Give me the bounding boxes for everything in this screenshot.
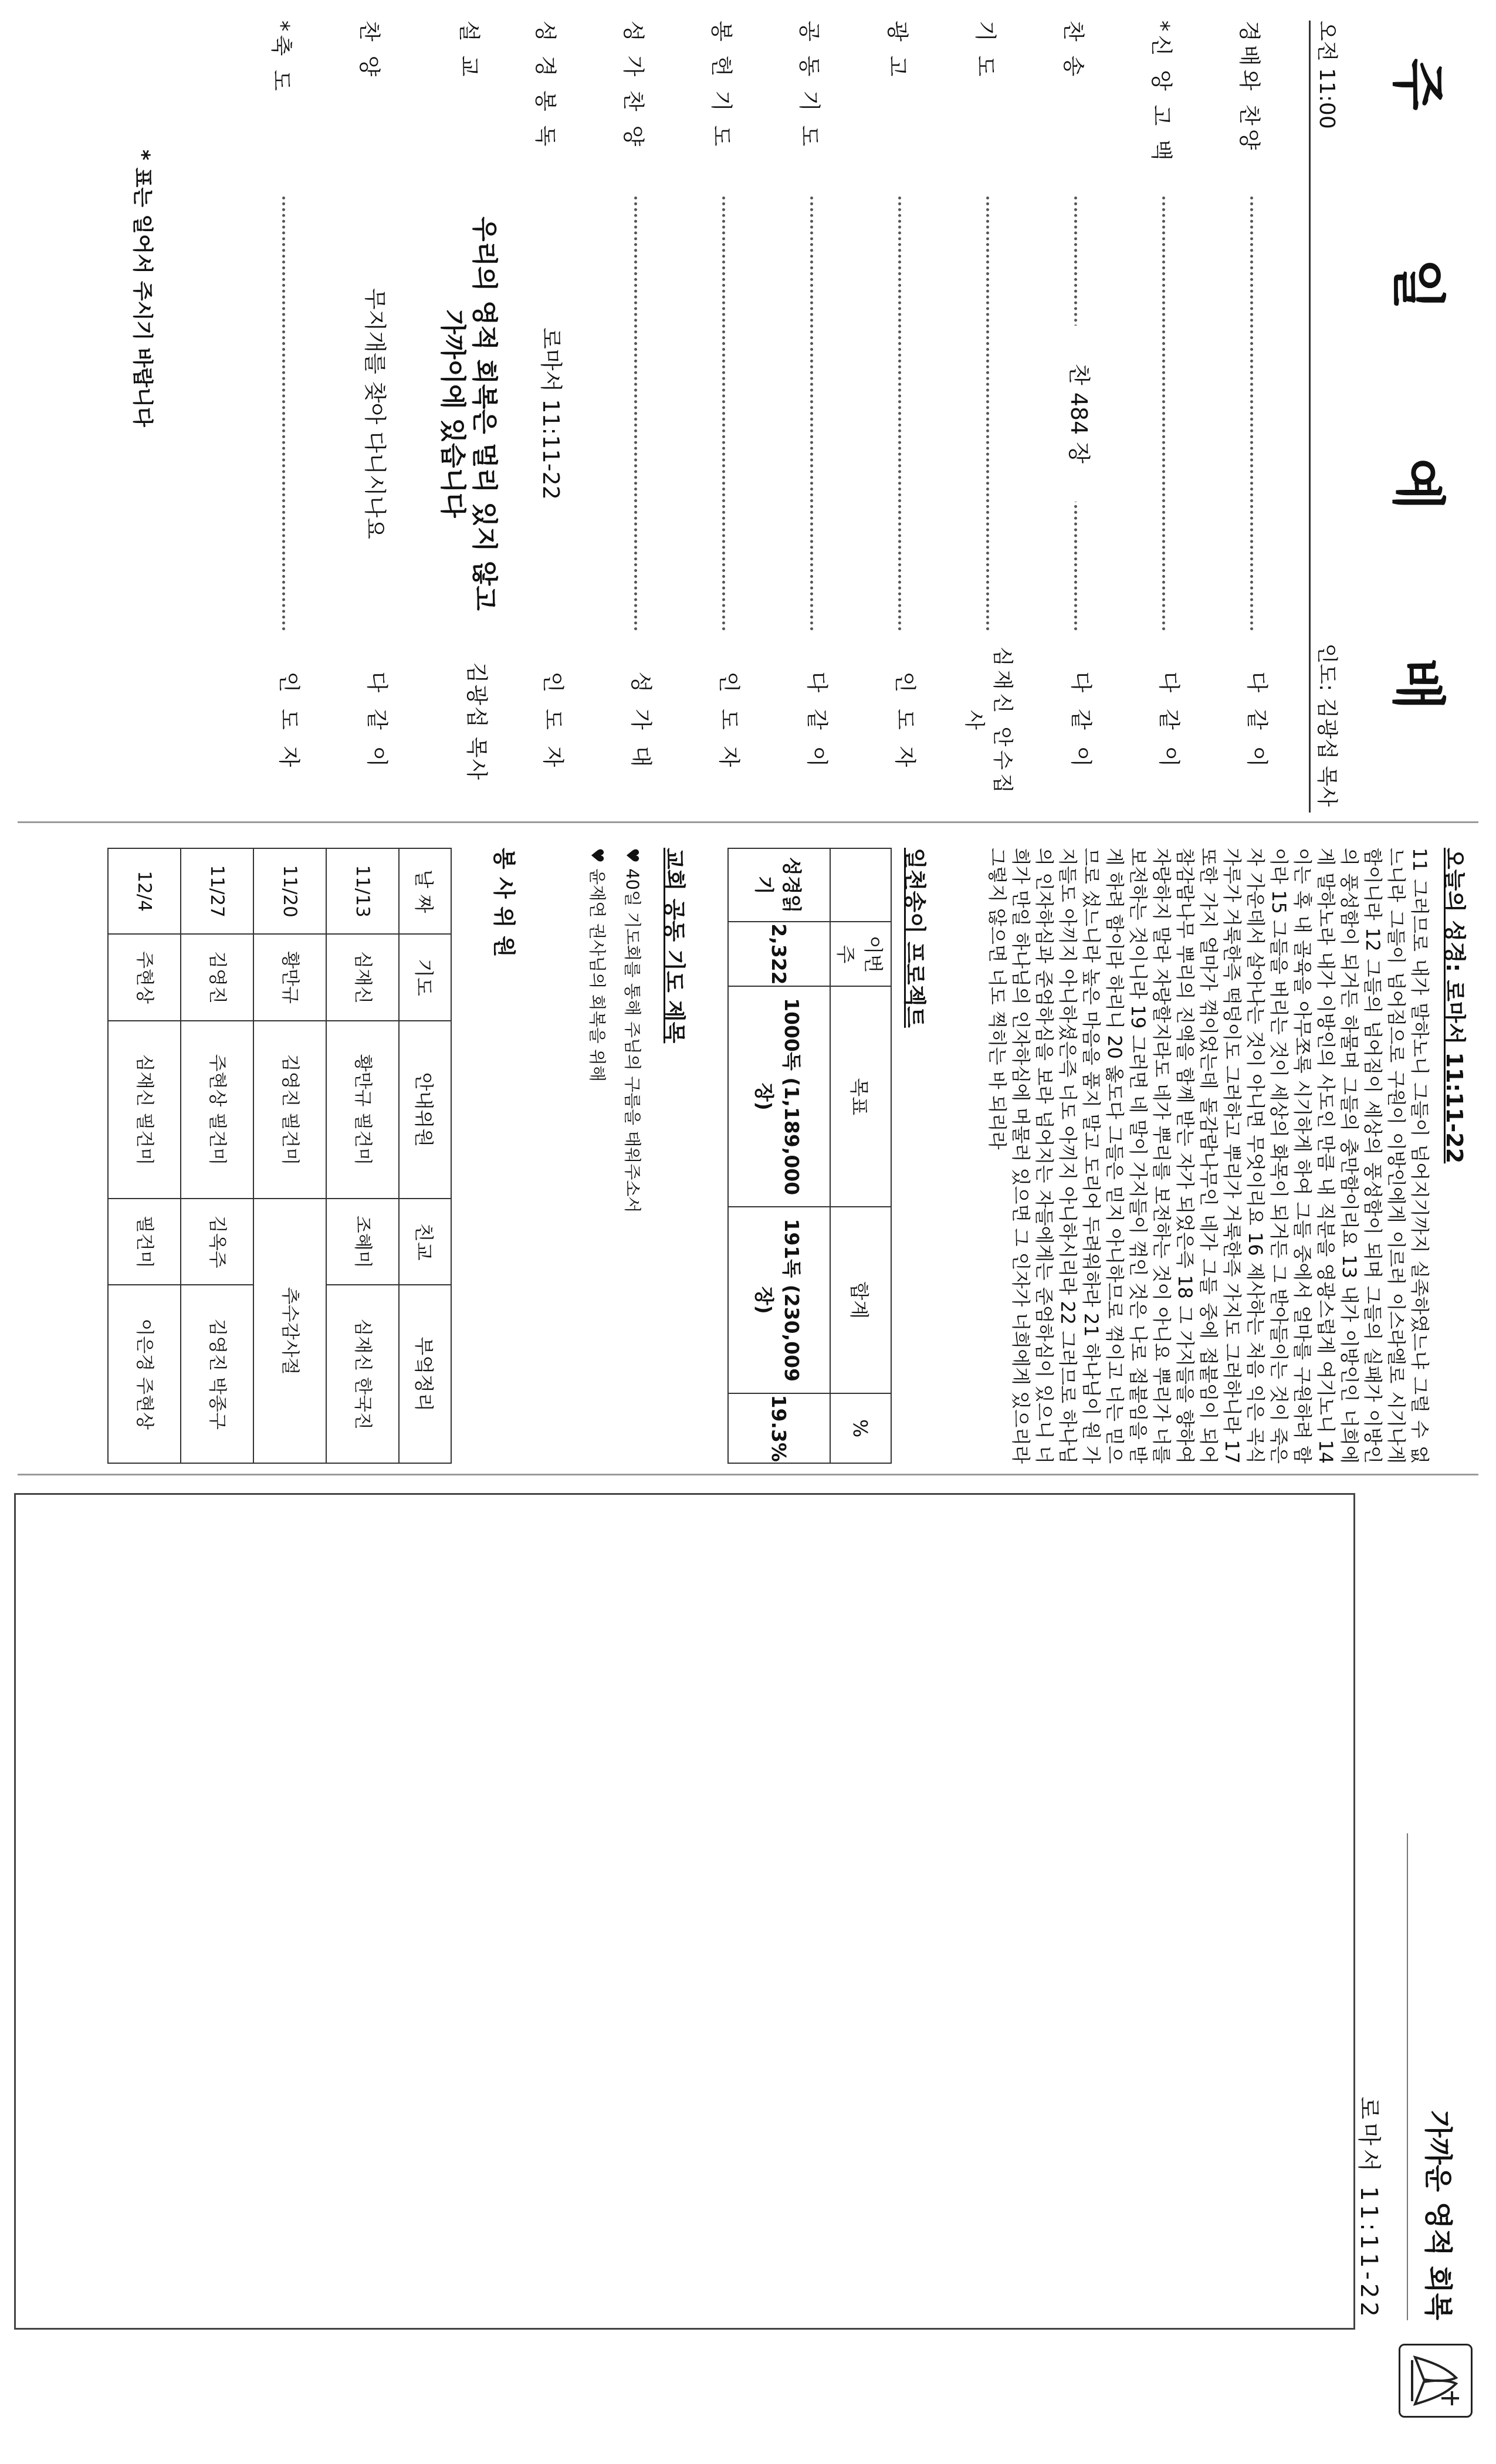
table-cell: 성경읽기 [728,848,830,922]
order-label: 찬 양 [357,21,382,80]
panel-divider [18,1474,1478,1475]
order-row [1132,21,1197,807]
info-panel [0,836,1496,1473]
order-person: 성 가 대 [627,637,655,807]
order-label: 경배와 찬양 [1237,21,1262,154]
order-person: 다 같 이 [1155,637,1183,807]
header-rule [1309,21,1311,813]
order-label: 광 고 [885,21,910,80]
table-cell: 191독 (230,009장) [728,1207,830,1394]
order-person: 인 도 자 [715,637,743,807]
table-header: % [830,1393,891,1463]
cover-frame [14,1493,1355,2330]
prayer-heading: 교회 공동 기도 제목 [661,848,687,1044]
order-label: 찬 송 [1061,21,1086,80]
service-schedule-table [107,848,452,1464]
table-cell: 2,322 [728,922,830,986]
heart-icon: ♥ [622,848,642,869]
table-row: 11/27 김영진 주현상 필건미 김옥주 김영진 박종구 [181,848,253,1463]
heart-icon: ♥ [587,848,607,869]
table-cell: 19.3% [728,1393,830,1463]
order-row [1044,21,1109,807]
order-row [1220,21,1285,807]
reading-project-table [727,848,892,1464]
panel-divider [18,821,1478,823]
table-row: 11/13 심재신 황만규 필건미 조혜미 심재신 한국진 [326,848,399,1463]
table-row: 11/20 황만규 김영진 필건미 추수감사절 [253,848,326,1463]
reading-heading: 오늘의 성경: 로마서 11:11-22 [1441,848,1467,1164]
order-row [868,21,933,807]
order-person: 김광섭 목사 [462,637,490,807]
praying-hands-icon [1399,2344,1473,2418]
song-title: 무지개를 찾아 다니시나요 [359,214,391,613]
prayer-item: ♥ 40일 기도회를 통해 주님의 구름을 태워주소서 [622,848,642,1213]
cover-panel [0,1481,1496,2464]
sermon-title: 우리의 영적 회복은 멀리 있지 않고 가까이에 있습니다 [436,214,500,613]
project-heading: 일천송이 프로젝트 [902,848,928,1028]
order-person: 다 같 이 [1243,637,1271,807]
table-header: 목표 [830,986,891,1207]
order-row [340,21,405,807]
order-label: 성 경 봉 독 [533,21,558,150]
order-row [417,21,505,807]
table-header: 기도 [399,934,451,1020]
order-label: 공 동 기 도 [797,21,822,150]
order-label: *신 앙 고 백 [1149,21,1174,164]
table-header: 합계 [830,1207,891,1394]
table-cell: 1000독 (1,189,000장) [728,986,830,1207]
order-person: 다 같 이 [803,637,831,807]
table-header: 친교 [399,1199,451,1285]
scripture-reference: 로마서 11:11-22 [535,214,567,613]
table-header: 날 짜 [399,848,451,934]
service-time: 오전 11:00 [1315,21,1339,129]
cover-title: 가까운 영적 회복 [1421,2110,1454,2320]
order-person: 인 도 자 [539,637,567,807]
table-header: 이번 주 [830,922,891,986]
table-row: 12/4 주현상 심재신 필건미 필건미 이은경 주현상 [108,848,181,1463]
cover-title-rule [1407,1833,1408,2320]
hymn-number: 찬 484 장 [1063,326,1095,502]
table-header: 부엌정리 [399,1285,451,1463]
order-row [252,21,317,807]
order-row [780,21,845,807]
worship-order-panel [0,21,1496,813]
order-person: 심재신 안수집사 [960,637,1016,807]
order-label: *축 도 [269,21,294,94]
order-person: 다 같 이 [363,637,391,807]
service-heading: 봉 사 위 원 [491,848,517,957]
order-person: 인 도 자 [891,637,919,807]
service-leader: 인도: 김광섭 목사 [1315,643,1339,807]
worship-title: 주 일 예 배 [1386,58,1449,775]
table-header [830,848,891,922]
scripture-text: 11 그러므로 내가 말하노니 그들이 넘어지기까지 실족하였느냐 그럴 수 없느니라 그들이 넘어짐으로 구원이 이방인에게 이르러 이스라엘로 시기나게 함이니라 12 그들의 넘어짐이 세상의 풍성함이 되며 그들의 실패가 이방인의 풍성함이 되거든 하물며 그들의 충만함이리요 13 내가 이방인인 너희에게 말하노라 내가 이방인의 사도인 만큼 내 직분을 영광스럽게 여기노니 14 이는 혹 내 골육을 아무쪼록 시기하게 하여 그들 중에서 얼마를 구원하려 함이라 15 그들을 버리는 것이 세상의 화목이 되거든 그 받아들이는 것이 죽은 자 가운데서 살아나는 것이 아니면 무엇이리요 16 제사하는 처음 익은 곡식 가루가 거룩한즉 떡덩이도 그러하고 뿌리가 거룩한즉 가지도 그러하니라 17 또한 가지 얼마가 꺾이었는데 돌감람나무인 네가 그들 중에 접붙임이 되어 참감람나무 뿌리의 진액을 함께 받는 자가 되었은즉 18 그 가지들을 향하여 자랑하지 말라 자랑할지라도 네가 뿌리를 보전하는 것이 아니요 뿌리가 너를 보전하는 것이니라 19 그러면 네 말이 가지들이 꺾인 것은 나로 접붙임을 받게 하려 함이라 하리니 20 옳도다 그들은 믿지 아니하므로 꺾이고 너는 믿으므로 섰느니라 높은 마음을 품지 말고 도리어 두려워하라 21 하나님이 원 가지들도 아끼지 아니하셨은즉 너도 아끼지 아니하시리라 22 그러므로 하나님의 인자하심과 준엄하심을 보라 넘어지는 자들에게는 준엄하심이 있으니 너희가 만일 하나님의 인자하심에 머물러 있으면 그 인자가 너희에게 있으리라 그렇지 않으면 너도 찍히는 바 되리라 [986,848,1431,1464]
order-label: 성 가 찬 양 [621,21,646,150]
order-row [692,21,757,807]
cover-reference: 로마서 11:11-22 [1355,2096,1382,2320]
order-label: 기 도 [973,21,998,80]
table-header: 안내위원 [399,1021,451,1199]
order-person: 다 같 이 [1067,637,1095,807]
order-row [604,21,669,807]
order-label: 설 교 [456,21,482,80]
prayer-item: ♥ 윤재연 권사님의 회복을 위해 [587,848,607,1082]
order-row [956,21,1021,807]
order-row [516,21,581,807]
order-person: 인 도 자 [275,637,303,807]
order-label: 봉 헌 기 도 [709,21,734,150]
standing-footnote: * 표는 일어서 주시기 바랍니다 [130,150,154,427]
